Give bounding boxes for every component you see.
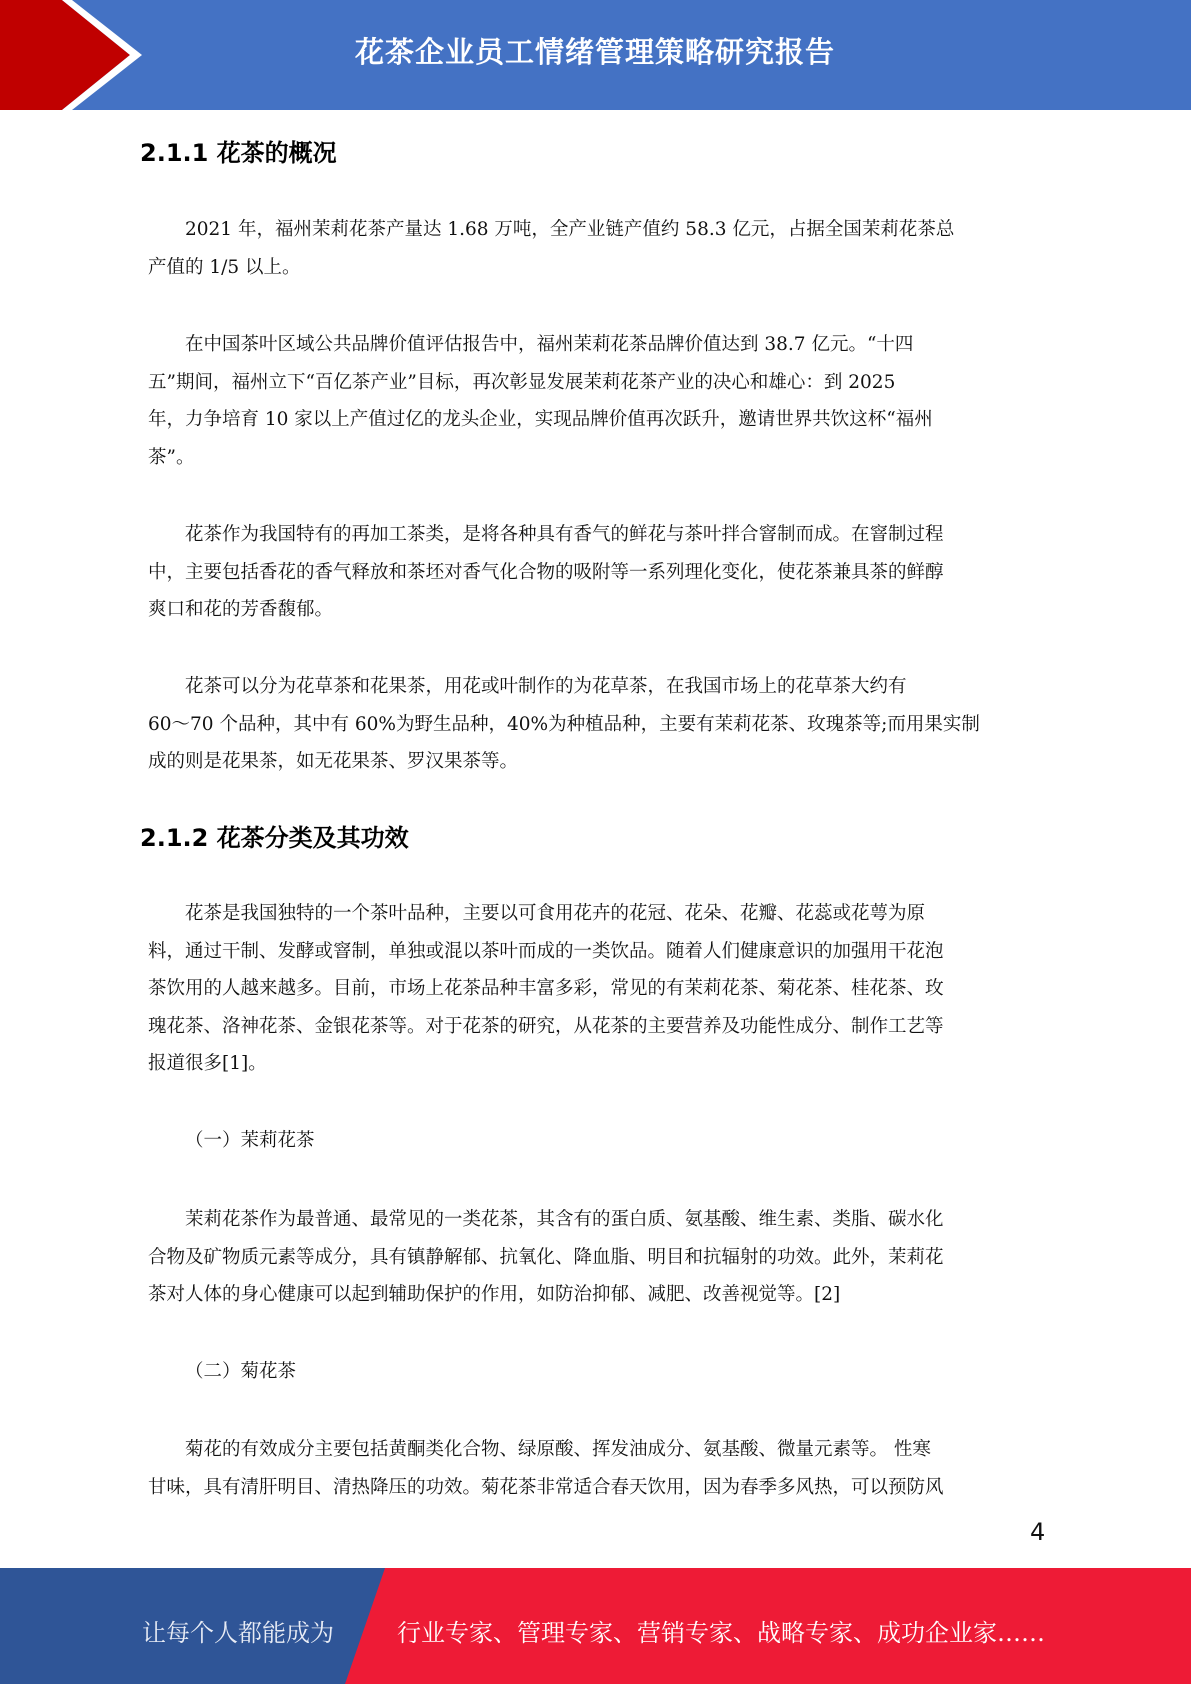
paragraph-line: 花茶作为我国特有的再加工茶类，是将各种具有香气的鲜花与茶叶拌合窨制而成。在窨制过程 — [185, 524, 944, 545]
paragraph-line: 2021 年，福州茉莉花茶产量达 1.68 万吨，全产业链产值约 58.3 亿元，占据全国茉莉花茶总 — [185, 219, 955, 240]
paragraph-line: 年，力争培育 10 家以上产值过亿的龙头企业，实现品牌价值再次跃升，邀请世界共饮这杯“福州 — [148, 409, 933, 430]
paragraph-line: 在中国茶叶区域公共品牌价值评估报告中，福州茉莉花茶品牌价值达到 38.7 亿元。“十四 — [185, 334, 914, 355]
paragraph-line: 五”期间，福州立下“百亿茶产业”目标，再次彰显发展茉莉花茶产业的决心和雄心：到 2025 — [148, 371, 896, 393]
paragraph-line: 60～70 个品种，其中有 60%为野生品种，40%为种植品种，主要有茉莉花茶、玫瑰茶等;而用果实制 — [148, 713, 980, 735]
footer-slogan-right: 行业专家、管理专家、营销专家、战略专家、成功企业家…… — [397, 1619, 1045, 1647]
footer-slogan-left: 让每个人都能成为 — [142, 1619, 334, 1647]
page-footer — [0, 1568, 1191, 1684]
paragraph-line: 成的则是花果茶，如无花果茶、罗汉果茶等。 — [148, 751, 519, 772]
paragraph-line: 合物及矿物质元素等成分，具有镇静解郁、抗氧化、降血脂、明目和抗辐射的功效。此外，茉莉花 — [148, 1246, 944, 1268]
paragraph-line: 菊花的有效成分主要包括黄酮类化合物、绿原酸、挥发油成分、氨基酸、微量元素等。 性寒 — [185, 1439, 931, 1460]
paragraph-line: 茶对人体的身心健康可以起到辅助保护的作用，如防治抑郁、减肥、改善视觉等。[2] — [148, 1284, 841, 1305]
paragraph-line: 爽口和花的芳香馥郁。 — [148, 599, 334, 620]
paragraph-line: 报道很多[1]。 — [148, 1053, 267, 1074]
paragraph-line: 料，通过干制、发酵或窨制，单独或混以茶叶而成的一类饮品。随着人们健康意识的加强用干花泡 — [148, 940, 944, 962]
paragraph-line: 产值的 1/5 以上。 — [148, 256, 301, 278]
paragraph-line: 花茶可以分为花草茶和花果茶，用花或叶制作的为花草茶，在我国市场上的花草茶大约有 — [185, 676, 907, 697]
paragraph-line: 甘味，具有清肝明目、清热降压的功效。菊花茶非常适合春天饮用，因为春季多风热，可以预防风 — [148, 1476, 944, 1498]
paragraph-line: 茶”。 — [148, 446, 195, 468]
paragraph-line: （二）菊花茶 — [185, 1361, 297, 1382]
paragraph-line: 中，主要包括香花的香气释放和茶坯对香气化合物的吸附等一系列理化变化，使花茶兼具茶的鲜醇 — [148, 561, 944, 583]
paragraph-line: （一）茉莉花茶 — [185, 1130, 315, 1151]
paragraph-line: 花茶是我国独特的一个茶叶品种，主要以可食用花卉的花冠、花朵、花瓣、花蕊或花萼为原 — [185, 903, 926, 924]
paragraph-line: 茶饮用的人越来越多。目前，市场上花茶品种丰富多彩，常见的有茉莉花茶、菊花茶、桂花茶、玫 — [148, 978, 944, 999]
page-number: 4 — [1030, 1518, 1046, 1546]
page-header — [0, 0, 1191, 110]
paragraph-line: 瑰花茶、洛神花茶、金银花茶等。对于花茶的研究，从花茶的主要营养及功能性成分、制作工艺等 — [148, 1015, 944, 1037]
section-heading: 2.1.1 花茶的概况 — [140, 139, 337, 167]
report-title: 花茶企业员工情绪管理策略研究报告 — [355, 35, 836, 69]
header-chevron-decoration — [0, 0, 160, 110]
section-heading: 2.1.2 花茶分类及其功效 — [140, 824, 409, 852]
paragraph-line: 茉莉花茶作为最普通、最常见的一类花茶，其含有的蛋白质、氨基酸、维生素、类脂、碳水化 — [185, 1209, 944, 1230]
